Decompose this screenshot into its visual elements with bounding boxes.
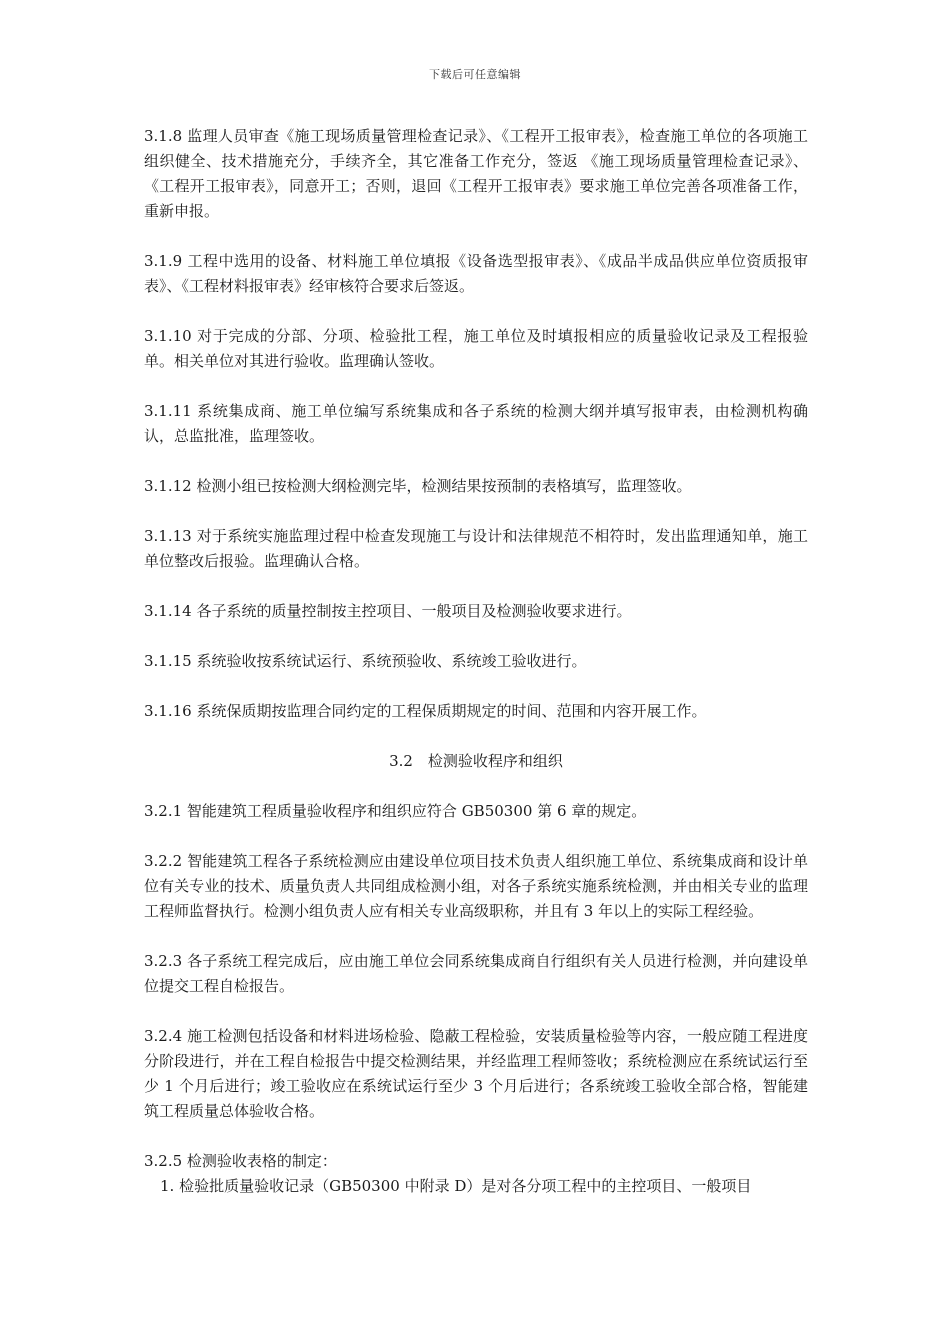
paragraph-3-1-10: 3.1.10 对于完成的分部、分项、检验批工程，施工单位及时填报相应的质量验收记录及工程报验单。相关单位对其进行验收。监理确认签收。: [144, 327, 808, 370]
section-title-3-2: 3.2 检测验收程序和组织: [389, 752, 563, 770]
paragraph-3-1-12: 3.1.12 检测小组已按检测大纲检测完毕，检测结果按预制的表格填写，监理签收。: [144, 477, 692, 495]
paragraph-3-2-1: 3.2.1 智能建筑工程质量验收程序和组织应符合 GB50300 第 6 章的规定。: [144, 802, 647, 820]
document-body: [144, 124, 808, 1199]
paragraph-3-2-4: 3.2.4 施工检测包括设备和材料进场检验、隐蔽工程检验，安装质量检验等内容，一般应随工程进度分阶段进行，并在工程自检报告中提交检测结果，并经监理工程师签收；系统检测应在系统试运行至少 1 个月后进行；竣工验收应在系统试运行至少 3 个月后进行；各系统竣工验收全部合格，智能建筑工程质量总体验收合格。: [144, 1027, 808, 1120]
list-item-1: 1. 检验批质量验收记录（GB50300 中附录 D）是对各分项工程中的主控项目、一般项目: [160, 1177, 752, 1195]
paragraph-3-1-13: 3.1.13 对于系统实施监理过程中检查发现施工与设计和法律规范不相符时，发出监理通知单，施工单位整改后报验。监理确认合格。: [144, 527, 808, 570]
paragraph-3-2-2: 3.2.2 智能建筑工程各子系统检测应由建设单位项目技术负责人组织施工单位、系统集成商和设计单位有关专业的技术、质量负责人共同组成检测小组，对各子系统实施系统检测，并由相关专业的监理工程师监督执行。检测小组负责人应有相关专业高级职称，并且有 3 年以上的实际工程经验。: [144, 852, 808, 920]
paragraph-3-1-16: 3.1.16 系统保质期按监理合同约定的工程保质期规定的时间、范围和内容开展工作。: [144, 702, 707, 720]
paragraph-3-1-15: 3.1.15 系统验收按系统试运行、系统预验收、系统竣工验收进行。: [144, 652, 587, 670]
paragraph-3-1-14: 3.1.14 各子系统的质量控制按主控项目、一般项目及检测验收要求进行。: [144, 602, 632, 620]
page-header: 下载后可任意编辑: [429, 68, 521, 81]
paragraph-3-2-5: 3.2.5 检测验收表格的制定：: [144, 1152, 337, 1170]
paragraph-3-1-11: 3.1.11 系统集成商、施工单位编写系统集成和各子系统的检测大纲并填写报审表，由检测机构确认，总监批准，监理签收。: [144, 402, 808, 445]
paragraph-3-2-3: 3.2.3 各子系统工程完成后，应由施工单位会同系统集成商自行组织有关人员进行检测，并向建设单位提交工程自检报告。: [144, 952, 808, 995]
paragraph-3-1-9: 3.1.9 工程中选用的设备、材料施工单位填报《设备选型报审表》、《成品半成品供应单位资质报审表》、《工程材料报审表》经审核符合要求后签返。: [144, 252, 808, 295]
paragraph-3-1-8: 3.1.8 监理人员审查《施工现场质量管理检查记录》、《工程开工报审表》，检查施工单位的各项施工组织健全、技术措施充分，手续齐全，其它准备工作充分，签返 《施工现场质量管理检查记录》、《工程开工报审表》，同意开工；否则，退回《工程开工报审表》要求施工单位完善各项准备工作，重新申报。: [144, 127, 808, 220]
